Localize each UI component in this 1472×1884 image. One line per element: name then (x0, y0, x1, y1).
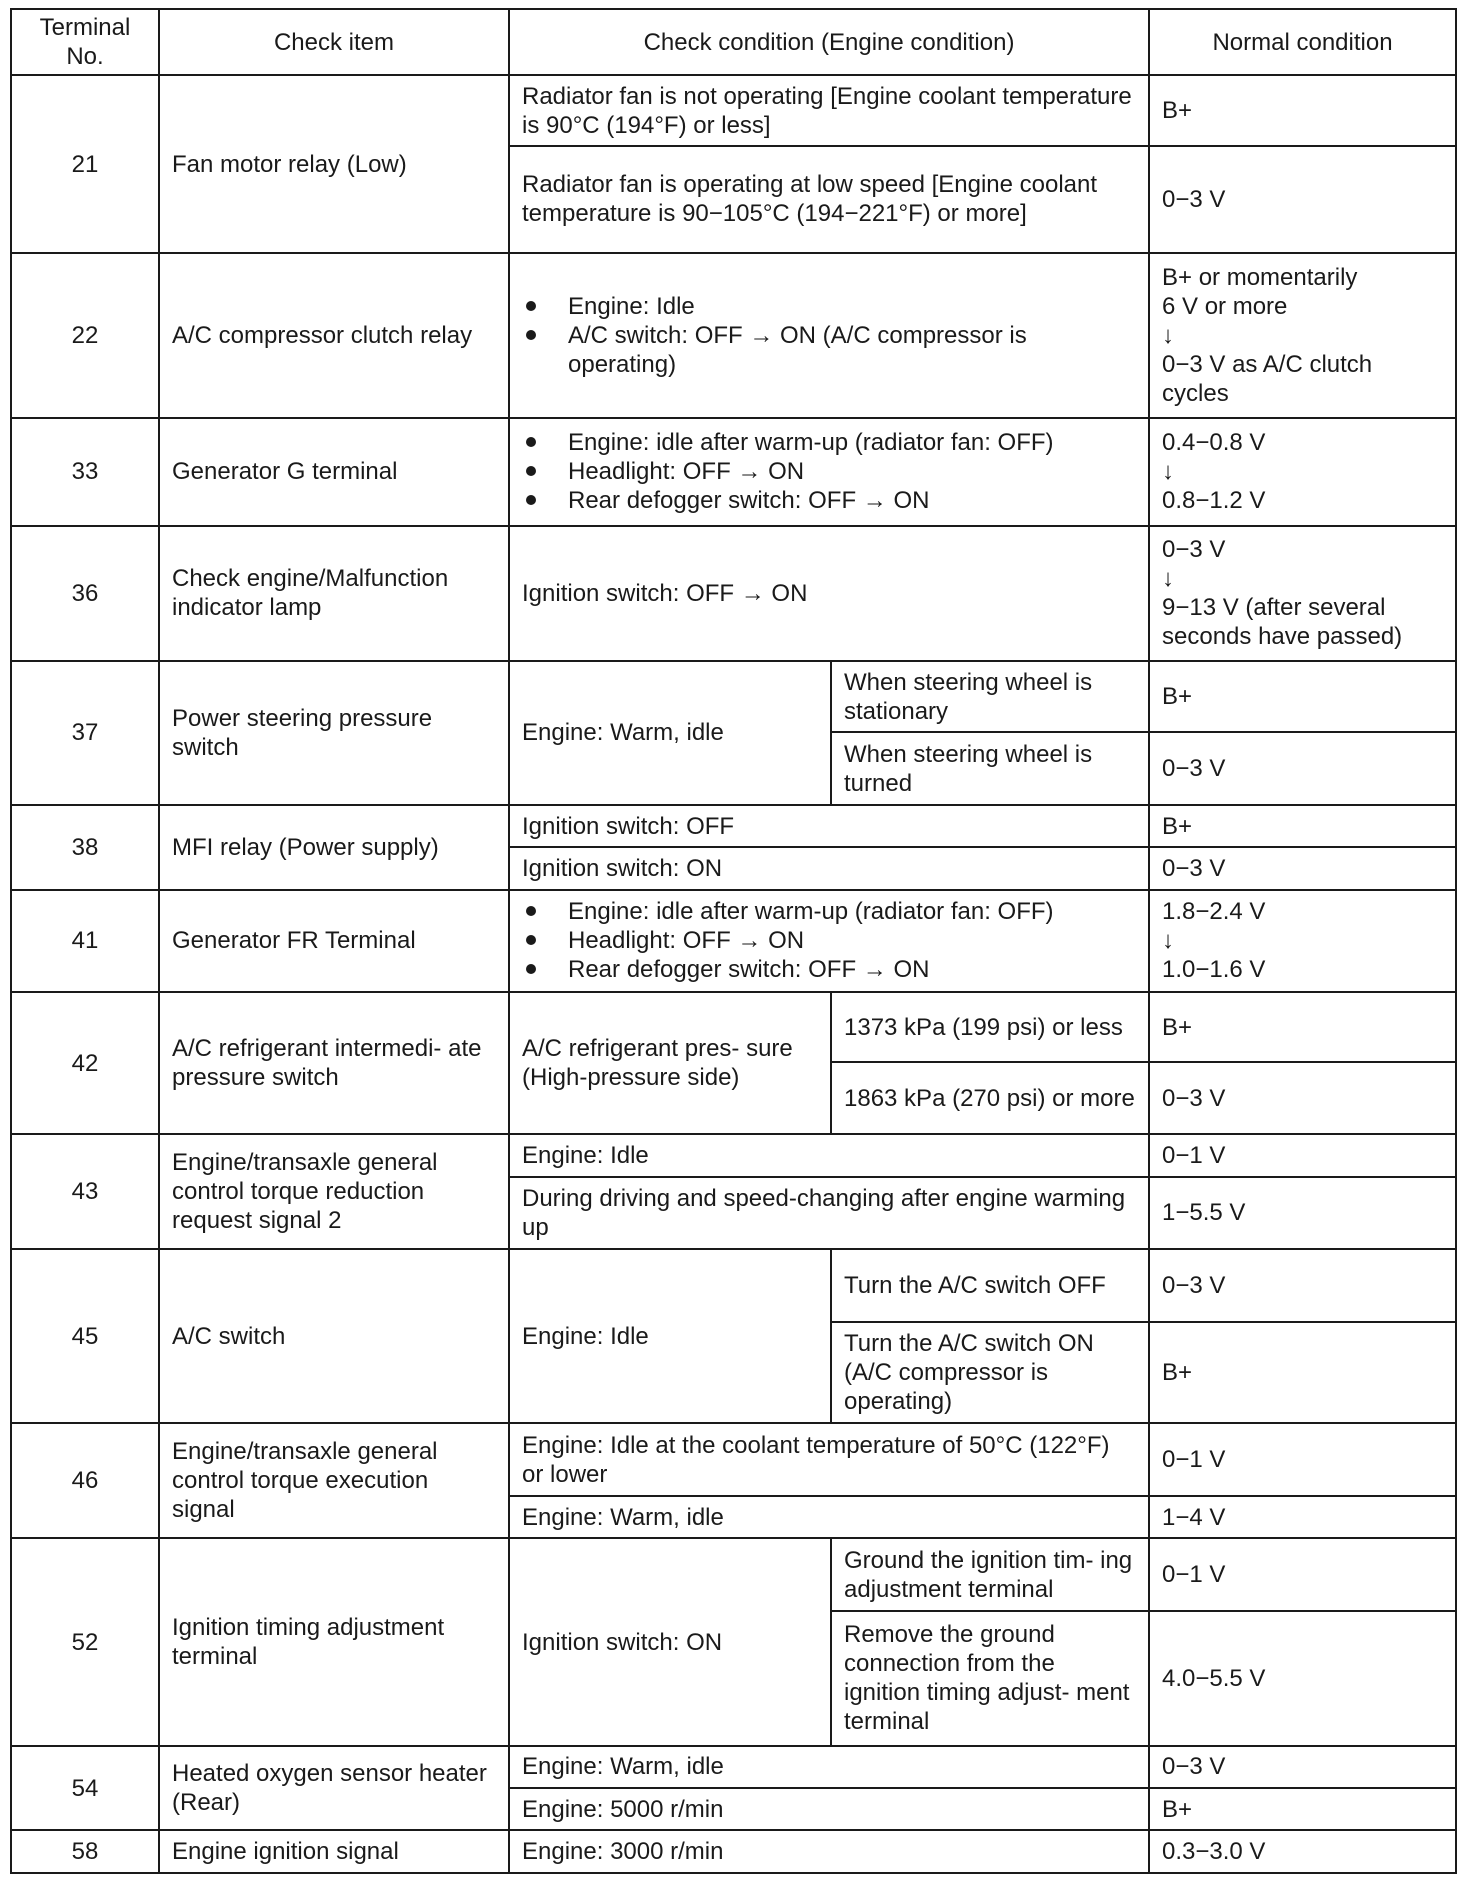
check-condition: Engine: Warm, idle (509, 1496, 1149, 1538)
check-condition (509, 418, 1149, 526)
condition-text: Headlight: OFF → ON (568, 458, 805, 486)
check-condition: Engine: Idle at the coolant temperature of 50°C (122°F) or lower (509, 1423, 1149, 1496)
table-row (11, 1746, 1456, 1788)
normal-condition: 0−1 V (1149, 1134, 1456, 1176)
table-row (11, 1423, 1456, 1496)
sub-condition: 1373 kPa (199 psi) or less (831, 992, 1149, 1062)
condition-text: Rear defogger switch: OFF → ON (568, 956, 930, 984)
normal-condition: 0−3 V (1149, 732, 1456, 805)
normal-value: 6 V or more (1162, 292, 1288, 320)
header-check-condition: Check condition (Engine condition) (509, 9, 1149, 75)
table-row (11, 805, 1456, 847)
terminal-number: 52 (11, 1538, 159, 1746)
sub-condition: Turn the A/C switch OFF (831, 1249, 1149, 1322)
normal-condition (1149, 890, 1456, 993)
condition-list (522, 897, 1136, 984)
down-arrow-icon: ↓ (1162, 565, 1175, 593)
check-item: Engine/transaxle general control torque execution signal (159, 1423, 509, 1538)
check-condition: Ignition switch: OFF → ON (509, 526, 1149, 661)
normal-condition: 0−3 V (1149, 847, 1456, 889)
list-item (522, 486, 1136, 515)
normal-condition (1149, 253, 1456, 418)
check-condition: Engine: Warm, idle (509, 661, 831, 805)
normal-value: 1.8−2.4 V (1162, 898, 1266, 926)
condition-list (522, 292, 1136, 379)
check-condition: Engine: Idle (509, 1134, 1149, 1176)
list-item (522, 321, 1136, 379)
check-condition: Radiator fan is operating at low speed [Engine coolant temperature is 90−105°C (194−221°F) or more] (509, 146, 1149, 253)
check-item: Generator G terminal (159, 418, 509, 526)
normal-value: B+ or momentarily (1162, 263, 1358, 291)
header-check-item: Check item (159, 9, 509, 75)
bullet-icon (526, 330, 536, 340)
normal-condition: B+ (1149, 1322, 1456, 1424)
sub-condition: When steering wheel is turned (831, 732, 1149, 805)
normal-condition: 0−1 V (1149, 1423, 1456, 1496)
sub-condition: Remove the ground connection from the ignition timing adjust- ment terminal (831, 1611, 1149, 1746)
normal-condition (1149, 418, 1456, 526)
terminal-number: 41 (11, 890, 159, 993)
check-condition: A/C refrigerant pres- sure (High-pressure side) (509, 992, 831, 1134)
sub-condition: When steering wheel is stationary (831, 661, 1149, 733)
normal-value: 0.4−0.8 V (1162, 429, 1266, 457)
terminal-number: 43 (11, 1134, 159, 1249)
header-terminal-no: Terminal No. (11, 9, 159, 75)
normal-condition: 4.0−5.5 V (1149, 1611, 1456, 1746)
condition-text: Engine: Idle (568, 292, 695, 320)
condition-text: Engine: idle after warm-up (radiator fan: OFF) (568, 898, 1054, 926)
check-condition: Radiator fan is not operating [Engine coolant temperature is 90°C (194°F) or less] (509, 75, 1149, 146)
condition-text: A/C switch: OFF → ON (A/C compressor is operating) (568, 321, 1027, 378)
table-row (11, 418, 1456, 526)
condition-list (522, 428, 1136, 515)
bullet-icon (526, 466, 536, 476)
normal-condition: 0−3 V (1149, 1746, 1456, 1788)
normal-condition: B+ (1149, 661, 1456, 733)
list-item (522, 955, 1136, 984)
table-header-row (11, 9, 1456, 75)
check-condition: Engine: Warm, idle (509, 1746, 1149, 1788)
check-item: A/C compressor clutch relay (159, 253, 509, 418)
check-condition: Ignition switch: ON (509, 1538, 831, 1746)
table-row (11, 253, 1456, 418)
list-item (522, 926, 1136, 955)
terminal-number: 38 (11, 805, 159, 890)
table-row (11, 1538, 1456, 1611)
sub-condition: Turn the A/C switch ON (A/C compressor is operating) (831, 1322, 1149, 1424)
down-arrow-icon: ↓ (1162, 321, 1175, 349)
normal-condition: 1−5.5 V (1149, 1177, 1456, 1250)
table-row (11, 75, 1456, 146)
table-row (11, 661, 1456, 733)
check-condition (509, 253, 1149, 418)
terminal-number: 45 (11, 1249, 159, 1423)
check-condition: Ignition switch: OFF (509, 805, 1149, 847)
normal-condition: 0−3 V (1149, 146, 1456, 253)
table-row (11, 1830, 1456, 1873)
normal-condition: B+ (1149, 992, 1456, 1062)
check-item: Fan motor relay (Low) (159, 75, 509, 252)
check-condition (509, 890, 1149, 993)
check-condition: Engine: 5000 r/min (509, 1788, 1149, 1830)
bullet-icon (526, 495, 536, 505)
normal-value: 0.8−1.2 V (1162, 487, 1266, 515)
check-condition: During driving and speed-changing after engine warming up (509, 1177, 1149, 1250)
condition-text: Headlight: OFF → ON (568, 927, 805, 955)
terminal-number: 42 (11, 992, 159, 1134)
table-row (11, 526, 1456, 661)
check-condition: Engine: 3000 r/min (509, 1830, 1149, 1873)
header-normal-condition: Normal condition (1149, 9, 1456, 75)
bullet-icon (526, 437, 536, 447)
normal-condition: B+ (1149, 805, 1456, 847)
terminal-number: 22 (11, 253, 159, 418)
table-row (11, 1134, 1456, 1176)
check-condition: Engine: Idle (509, 1249, 831, 1423)
down-arrow-icon: ↓ (1162, 458, 1175, 486)
sub-condition: Ground the ignition tim- ing adjustment terminal (831, 1538, 1149, 1611)
table-row (11, 992, 1456, 1062)
normal-condition: 1−4 V (1149, 1496, 1456, 1538)
terminal-number: 58 (11, 1830, 159, 1873)
down-arrow-icon: ↓ (1162, 927, 1175, 955)
terminal-number: 46 (11, 1423, 159, 1538)
terminal-number: 36 (11, 526, 159, 661)
normal-condition: 0−3 V (1149, 1062, 1456, 1135)
sub-condition: 1863 kPa (270 psi) or more (831, 1062, 1149, 1135)
check-item: A/C switch (159, 1249, 509, 1423)
check-item: MFI relay (Power supply) (159, 805, 509, 890)
normal-condition: 0−3 V (1149, 1249, 1456, 1322)
table-row (11, 1249, 1456, 1322)
check-item: Power steering pressure switch (159, 661, 509, 805)
normal-condition: B+ (1149, 1788, 1456, 1830)
check-item: A/C refrigerant intermedi- ate pressure switch (159, 992, 509, 1134)
table-row (11, 890, 1456, 993)
list-item (522, 457, 1136, 486)
normal-value: 0−3 V as A/C clutch cycles (1162, 350, 1373, 407)
list-item (522, 428, 1136, 457)
check-condition: Ignition switch: ON (509, 847, 1149, 889)
check-item: Engine/transaxle general control torque reduction request signal 2 (159, 1134, 509, 1249)
condition-text: Engine: idle after warm-up (radiator fan: OFF) (568, 429, 1054, 457)
check-item: Ignition timing adjustment terminal (159, 1538, 509, 1746)
normal-value: 1.0−1.6 V (1162, 956, 1266, 984)
bullet-icon (526, 906, 536, 916)
terminal-check-table (10, 8, 1457, 1874)
normal-condition (1149, 526, 1456, 661)
normal-value: 9−13 V (after several seconds have passed) (1162, 594, 1403, 651)
normal-condition: 0.3−3.0 V (1149, 1830, 1456, 1873)
terminal-number: 33 (11, 418, 159, 526)
bullet-icon (526, 964, 536, 974)
check-item: Engine ignition signal (159, 1830, 509, 1873)
condition-text: Rear defogger switch: OFF → ON (568, 487, 930, 515)
normal-condition: 0−1 V (1149, 1538, 1456, 1611)
list-item (522, 292, 1136, 321)
list-item (522, 897, 1136, 926)
bullet-icon (526, 935, 536, 945)
check-item: Generator FR Terminal (159, 890, 509, 993)
check-item: Heated oxygen sensor heater (Rear) (159, 1746, 509, 1831)
normal-condition: B+ (1149, 75, 1456, 146)
terminal-number: 37 (11, 661, 159, 805)
terminal-number: 54 (11, 1746, 159, 1831)
normal-value: 0−3 V (1162, 536, 1226, 564)
bullet-icon (526, 301, 536, 311)
terminal-number: 21 (11, 75, 159, 252)
check-item: Check engine/Malfunction indicator lamp (159, 526, 509, 661)
